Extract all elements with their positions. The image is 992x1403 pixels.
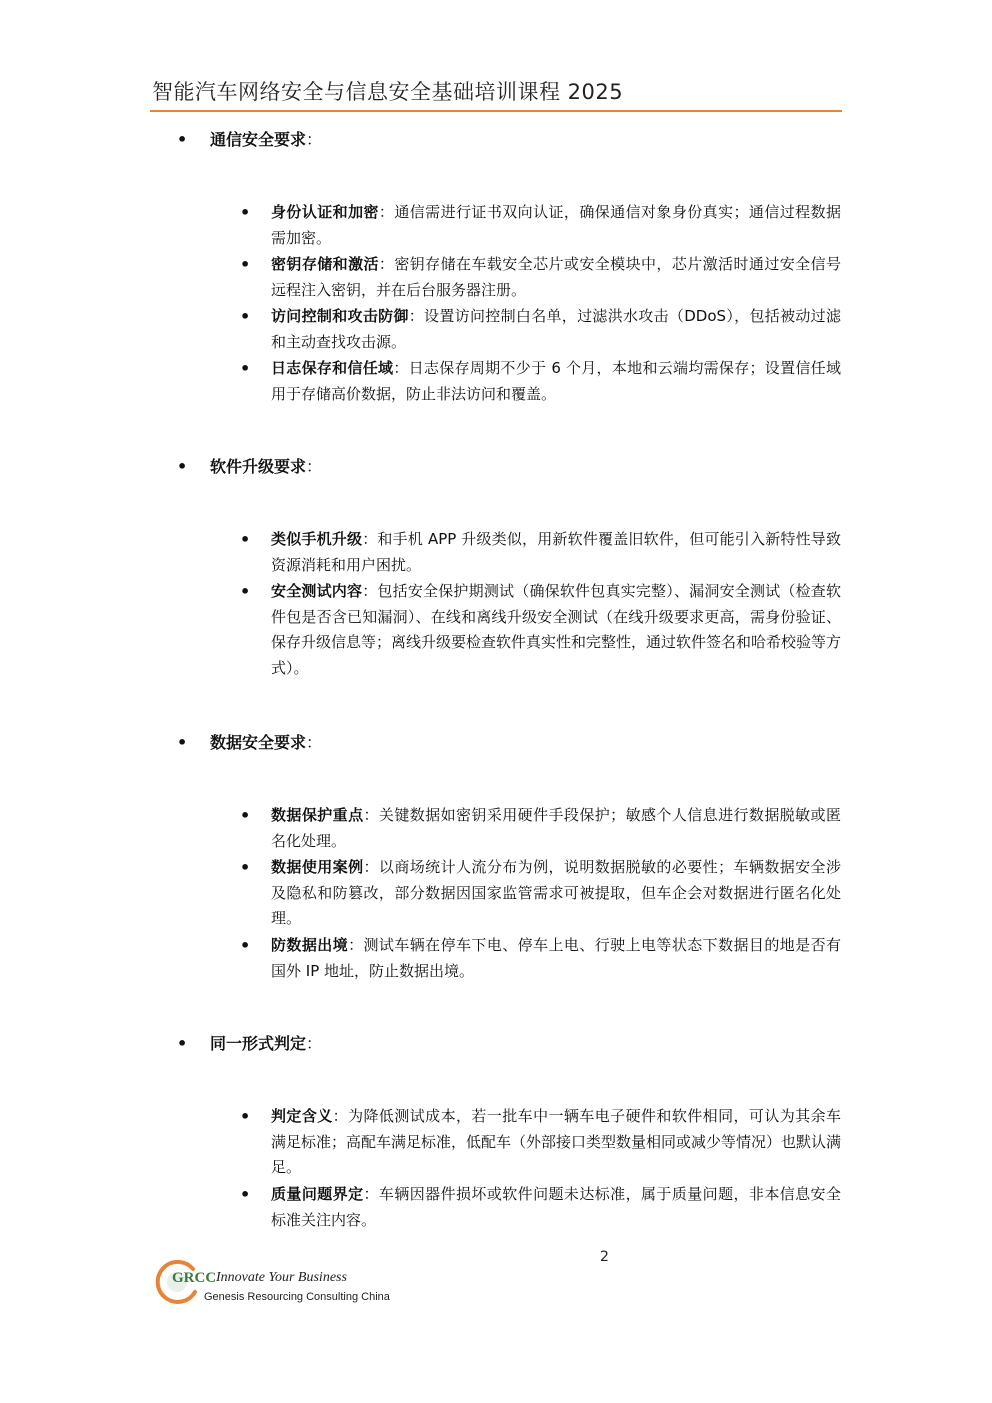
list-item: [271, 803, 841, 854]
section-title: 数据安全要求: [210, 733, 307, 752]
item-text: ：和手机 APP 升级类似，用新软件覆盖旧软件，但可能引入新特性导致资源消耗和用户困扰。: [271, 530, 841, 574]
item-text: ：日志保存周期不少于 6 个月，本地和云端均需保存；设置信任域用于存储高价数据，防止非法访问和覆盖。: [271, 359, 841, 403]
item-text: ：以商场统计人流分布为例，说明数据脱敏的必要性；车辆数据安全涉及隐私和防篡改，部分数据因国家监管需求可被提取，但车企会对数据进行匿名化处理。: [271, 858, 841, 927]
item-text: ：包括安全保护期测试（确保软件包真实完整）、漏洞安全测试（检查软件包是否含已知漏洞）、在线和离线升级安全测试（在线升级要求更高，需身份验证、保存升级信息等；离线升级要检查软件真实性和完整性，通过软件签名和哈希校验等方式）。: [271, 582, 842, 677]
list-item: [271, 1104, 841, 1181]
item-text: ：关键数据如密钥采用硬件手段保护；敏感个人信息进行数据脱敏或匿名化处理。: [271, 806, 841, 850]
section-title: 软件升级要求: [210, 457, 307, 476]
logo-company-name: Genesis Resourcing Consulting China: [204, 1291, 390, 1303]
item-term: 日志保存和信任域: [271, 359, 394, 377]
item-term: 质量问题界定: [271, 1185, 364, 1203]
item-text: ：设置访问控制白名单，过滤洪水攻击（DDoS），包括被动过滤和主动查找攻击源。: [271, 307, 841, 351]
item-term: 访问控制和攻击防御: [271, 307, 409, 325]
section-title: 通信安全要求: [210, 130, 307, 149]
section-colon: ：: [306, 130, 323, 149]
item-term: 密钥存储和激活: [271, 255, 379, 273]
item-term: 数据使用案例: [271, 858, 364, 876]
list-item: [271, 200, 841, 251]
list-item: [271, 527, 841, 578]
document-title: 智能汽车网络安全与信息安全基础培训课程 2025: [152, 80, 624, 104]
item-term: 数据保护重点: [271, 806, 364, 824]
list-item: [271, 579, 841, 681]
list-item: [271, 356, 841, 407]
section-heading-data-security: [210, 733, 322, 753]
item-term: 类似手机升级: [271, 530, 363, 548]
item-text: ：密钥存储在车载安全芯片或安全模块中，芯片激活时通过安全信号远程注入密钥，并在后台服务器注册。: [271, 255, 841, 299]
section-heading-software-upgrade: [210, 457, 322, 477]
list-item: [271, 933, 841, 984]
logo-tagline: Innovate Your Business: [216, 1270, 347, 1285]
page-number: 2: [600, 1249, 609, 1265]
header-divider: [150, 110, 842, 112]
section-title: 同一形式判定: [210, 1034, 307, 1053]
section-colon: ：: [306, 733, 323, 752]
list-item: [271, 252, 841, 303]
section-colon: ：: [306, 457, 323, 476]
section-heading-same-form: [210, 1034, 322, 1054]
list-item: [271, 304, 841, 355]
list-item: [271, 855, 841, 932]
item-term: 判定含义: [271, 1107, 333, 1125]
section-colon: ：: [306, 1034, 323, 1053]
item-term: 身份认证和加密: [271, 203, 379, 221]
list-item: [271, 1182, 841, 1233]
logo-brand: GRCC: [172, 1270, 217, 1286]
item-text: ：为降低测试成本，若一批车中一辆车电子硬件和软件相同，可认为其余车满足标准；高配车满足标准，低配车（外部接口类型数量相同或减少等情况）也默认满足。: [271, 1107, 842, 1176]
item-text: ：通信需进行证书双向认证，确保通信对象身份真实；通信过程数据需加密。: [271, 203, 841, 247]
item-term: 安全测试内容: [271, 582, 363, 600]
section-heading-communication: [210, 130, 322, 150]
item-term: 防数据出境: [271, 936, 349, 954]
item-text: ：车辆因器件损坏或软件问题未达标准，属于质量问题，非本信息安全标准关注内容。: [271, 1185, 841, 1229]
item-text: ：测试车辆在停车下电、停车上电、行驶上电等状态下数据目的地是否有国外 IP 地址，防止数据出境。: [271, 936, 841, 980]
